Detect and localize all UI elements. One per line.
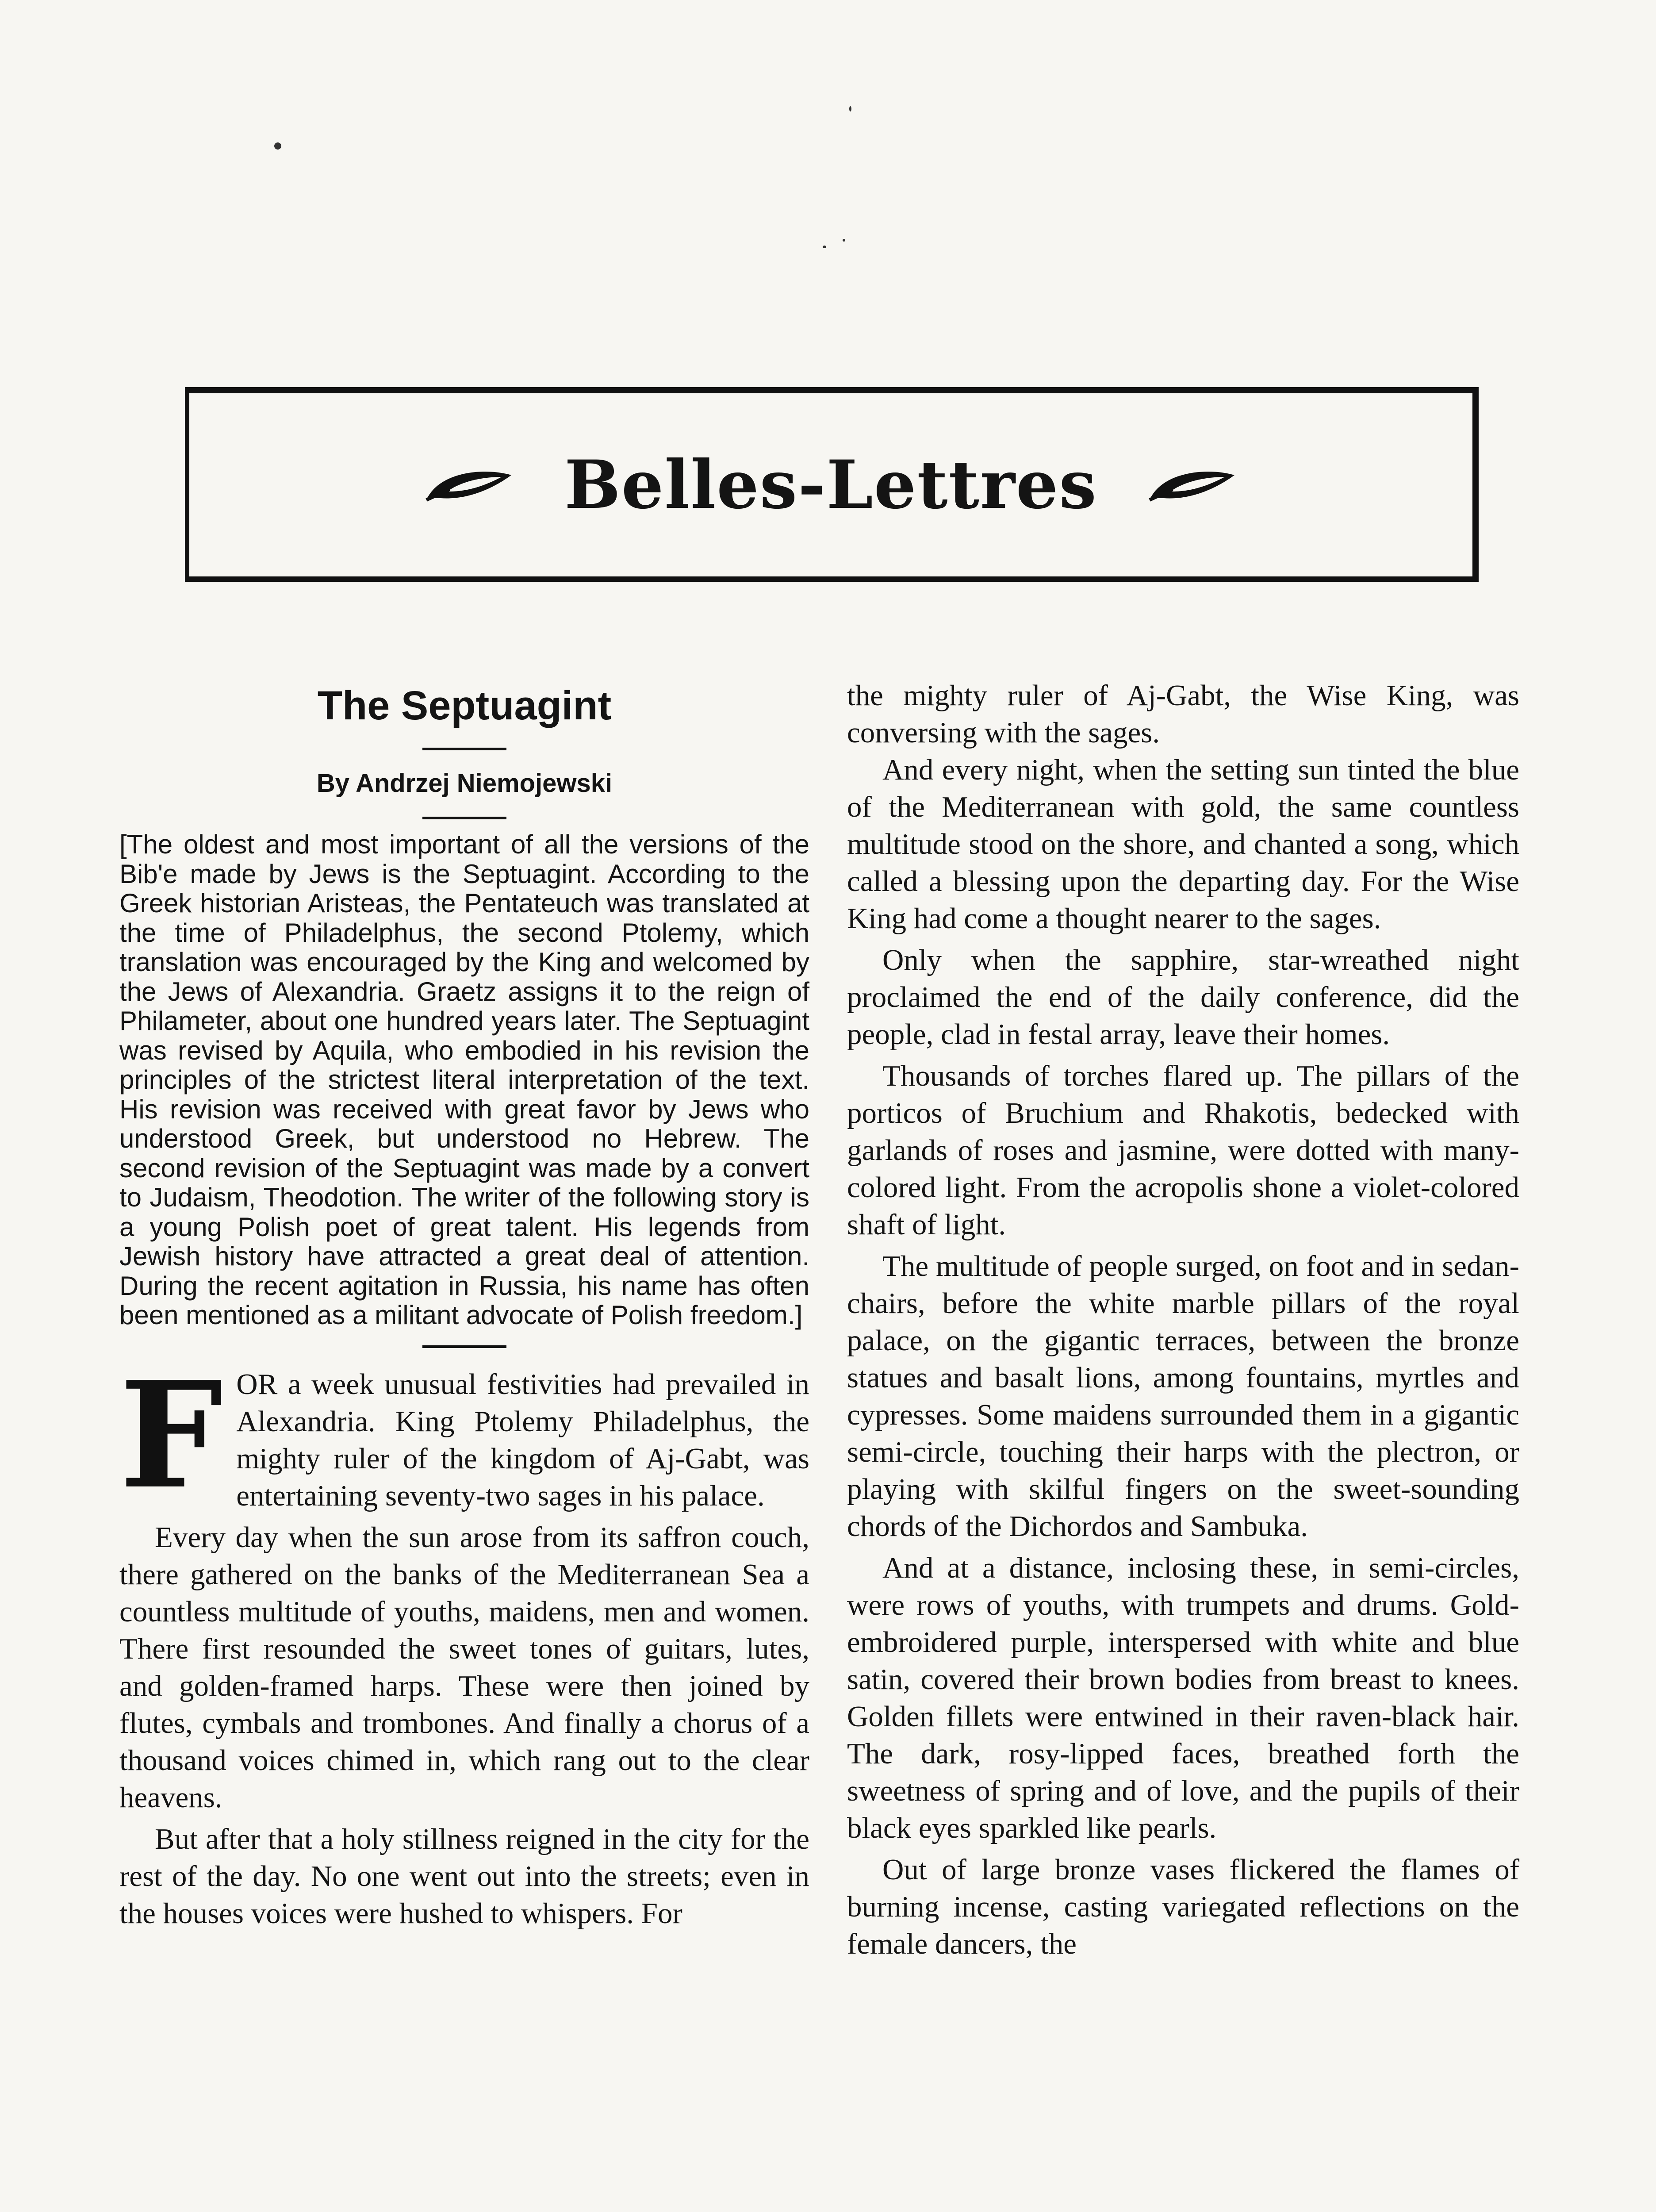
body-paragraph: Only when the sapphire, star-wreathed night proclaimed the end of the daily conference, did the people, clad in festal array, leave their homes. bbox=[847, 944, 1519, 1051]
section-title: Belles-Lettres bbox=[564, 446, 1097, 524]
ink-speck bbox=[849, 106, 851, 111]
leaf-ornament-icon bbox=[423, 467, 516, 503]
divider-rule bbox=[422, 817, 506, 819]
body-paragraph: And at a distance, inclosing these, in semi-circles, were rows of youths, with trumpets and drums. Gold-embroidered purple, interspersed with white and blue satin, covered their brown bodies from breast to knees. Golden fillets were entwined in their raven-black hair. The dark, rosy-lipped faces, breathed forth the sweetness of spring and of love, and the pupils of their black eyes sparkled like pearls. bbox=[847, 1551, 1519, 1844]
body-paragraph: And every night, when the setting sun tinted the blue of the Mediterranean with gold, the same countless multitude stood on the shore, and chanted a song, which called a blessing upon the departing day. For the Wise King had come a thought nearer to the sages. bbox=[847, 753, 1519, 935]
leaf-ornament-icon bbox=[1146, 467, 1239, 503]
drop-cap: F bbox=[119, 1349, 223, 1521]
opening-paragraph bbox=[119, 1349, 809, 1521]
body-paragraph: Thousands of torches flared up. The pillars of the porticos of Bruchium and Rhakotis, bedecked with garlands of roses and jasmine, were dotted with many-colored light. From the acropolis shone a violet-colored shaft of light. bbox=[847, 1060, 1519, 1241]
right-column bbox=[847, 677, 1519, 1962]
article-title: The Septuagint bbox=[317, 683, 612, 728]
divider-rule bbox=[422, 1345, 506, 1348]
ink-speck bbox=[274, 142, 281, 150]
ink-speck bbox=[843, 239, 845, 242]
section-header bbox=[185, 387, 1479, 582]
body-paragraph: Out of large bronze vases flickered the flames of burning incense, casting variegated reflections on the female dancers, the bbox=[847, 1853, 1519, 1960]
body-paragraph: The multitude of people surged, on foot and in sedan-chairs, before the white marble pillars of the royal palace, on the gigantic terraces, between the bronze statues and basalt lions, among fountains, myrtles and cypresses. Some maidens surrounded them in a gigantic semi-circle, touching their harps with the plectron, or playing with skilful fingers on the sweet-sounding chords of the Dichordos and Sambuka. bbox=[847, 1250, 1519, 1543]
continued-text: the mighty ruler of Aj-Gabt, the Wise King, was conversing with the sages. bbox=[847, 679, 1519, 749]
editor-intro: [The oldest and most important of all the versions of the Bib'e made by Jews is the Septuagint. According to the Greek historian Aristeas, the Pentateuch was translated at the time of Philadelphus, the second Ptolemy, which translation was encouraged by the King and welcomed by the Jews of Alexandria. Graetz assigns it to the reign of Philameter, about one hundred years later. The Septuagint was revised by Aquila, who embodied in his revision the principles of the strictest literal interpretation of the text. His revision was received with great favor by Jews who understood Greek, but understood no Hebrew. The second revision of the Septuagint was made by a convert to Judaism, Theodotion. The writer of the following story is a young Polish poet of great talent. His legends from Jewish history have attracted a great deal of attention. During the recent agitation in Russia, his name has often been mentioned as a militant advocate of Polish freedom.] bbox=[119, 830, 809, 1330]
byline: By Andrzej Niemojewski bbox=[316, 769, 613, 798]
body-paragraph: But after that a holy stillness reigned in the city for the rest of the day. No one went out into the streets; even in the houses voices were hushed to whispers. For bbox=[119, 1822, 809, 1930]
opening-text: OR a week unusual festivities had prevailed in Alexandria. King Ptolemy Philadelphus, the mighty ruler of the kingdom of Aj-Gabt, was entertaining seventy-two sages in his palace. bbox=[236, 1367, 809, 1512]
left-column bbox=[119, 672, 809, 1932]
ink-speck bbox=[823, 246, 826, 248]
divider-rule bbox=[422, 748, 506, 750]
body-paragraph: Every day when the sun arose from its saffron couch, there gathered on the banks of the Mediterranean Sea a countless multitude of youths, maidens, men and women. There first resounded the sweet tones of guitars, lutes, and golden-framed harps. These were then joined by flutes, cymbals and trombones. And finally a chorus of a thousand voices chimed in, which rang out to the clear heavens. bbox=[119, 1521, 809, 1814]
